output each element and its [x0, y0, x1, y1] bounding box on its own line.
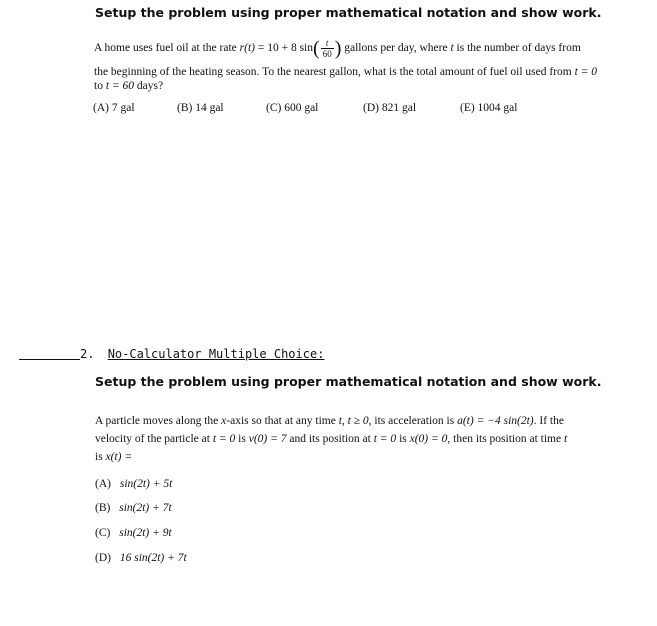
q2-choice-d[interactable] — [95, 552, 187, 564]
q1-frac-den: 60 — [322, 49, 332, 59]
q1-choice-e[interactable]: (E) 1004 gal — [460, 102, 518, 114]
q2-number: 2. — [80, 347, 95, 361]
q1-left-paren: ( — [313, 37, 320, 60]
q2-s4: . If the — [533, 415, 564, 427]
q1-eq: = 10 + 8 sin — [254, 42, 314, 55]
answer-blank[interactable] — [19, 359, 80, 360]
q1-rate-lhs: r(t) — [239, 42, 255, 55]
q1-choice-c[interactable]: (C) 600 gal — [266, 102, 319, 114]
q1-text-a: A home uses fuel oil at the rate — [94, 42, 240, 55]
question2-header — [80, 347, 324, 361]
q1-text-b: gallons per day, where — [341, 42, 451, 55]
q1-var-t: t — [450, 42, 454, 55]
question2-text — [95, 412, 635, 466]
q2-s1: A particle moves along the — [95, 415, 222, 427]
q2-s3: , its acceleration is — [368, 415, 458, 427]
q2-choice-a[interactable] — [95, 478, 172, 490]
q2-choice-c-expr: sin(2t) + 9t — [119, 527, 172, 539]
q2-choice-b[interactable] — [95, 502, 172, 514]
q1-fraction — [321, 38, 334, 59]
q2-choice-a-label: (A) — [95, 478, 111, 490]
q2-choice-b-expr: sin(2t) + 7t — [119, 502, 172, 514]
q2-s10: is — [95, 451, 106, 463]
q2-choice-c[interactable] — [95, 527, 172, 539]
q2-choice-b-label: (B) — [95, 502, 111, 514]
q1-t0: t = 0 — [574, 66, 598, 78]
q2-choice-d-expr: 16 sin(2t) + 7t — [119, 552, 187, 564]
q2-s8: is — [396, 433, 410, 445]
q2-choice-c-label: (C) — [95, 527, 111, 539]
q2-x0: x(0) = 0 — [409, 433, 448, 445]
q2-tt: t — [563, 433, 568, 445]
q2-xt: x(t) = — [105, 451, 133, 463]
q2-choice-d-label: (D) — [95, 552, 111, 564]
q2-v0: v(0) = 7 — [248, 433, 287, 445]
q2-s7: and its position at — [286, 433, 374, 445]
q2-s9: , then its position at time — [447, 433, 564, 445]
q2-section-title: No-Calculator Multiple Choice: — [107, 347, 325, 361]
q1-frac-num: t — [325, 38, 329, 48]
q2-xaxis: x — [221, 415, 227, 427]
q2-s6: is — [235, 433, 249, 445]
section1-heading: Setup the problem using proper mathematical notation and show work. — [95, 5, 602, 20]
q1-text-c: is the number of days from — [453, 42, 581, 55]
q1-choice-a[interactable]: (A) 7 gal — [93, 102, 135, 114]
question1-choices — [0, 102, 657, 118]
q2-t0a: t = 0 — [212, 433, 236, 445]
section2-heading: Setup the problem using proper mathematical notation and show work. — [95, 374, 602, 389]
q2-accel: a(t) = −4 sin(2t) — [457, 415, 534, 427]
q1-t60: t = 60 — [105, 80, 135, 92]
q2-choice-a-expr: sin(2t) + 5t — [119, 478, 173, 490]
q1-days: days? — [134, 80, 164, 92]
q1-choice-b[interactable]: (B) 14 gal — [177, 102, 224, 114]
q1-line2: the beginning of the heating season. To the nearest gallon, what is the total amount of fuel oil used from — [94, 66, 575, 78]
q1-to: to — [94, 80, 106, 92]
q2-t0b: t = 0 — [373, 433, 397, 445]
q2-s5: velocity of the particle at — [95, 433, 213, 445]
q2-s2: -axis so that at any time — [226, 415, 339, 427]
q2-t-cond: t, t ≥ 0 — [338, 415, 369, 427]
q1-choice-d[interactable]: (D) 821 gal — [363, 102, 417, 114]
q1-right-paren: ) — [334, 37, 342, 60]
question1-text — [94, 38, 644, 95]
